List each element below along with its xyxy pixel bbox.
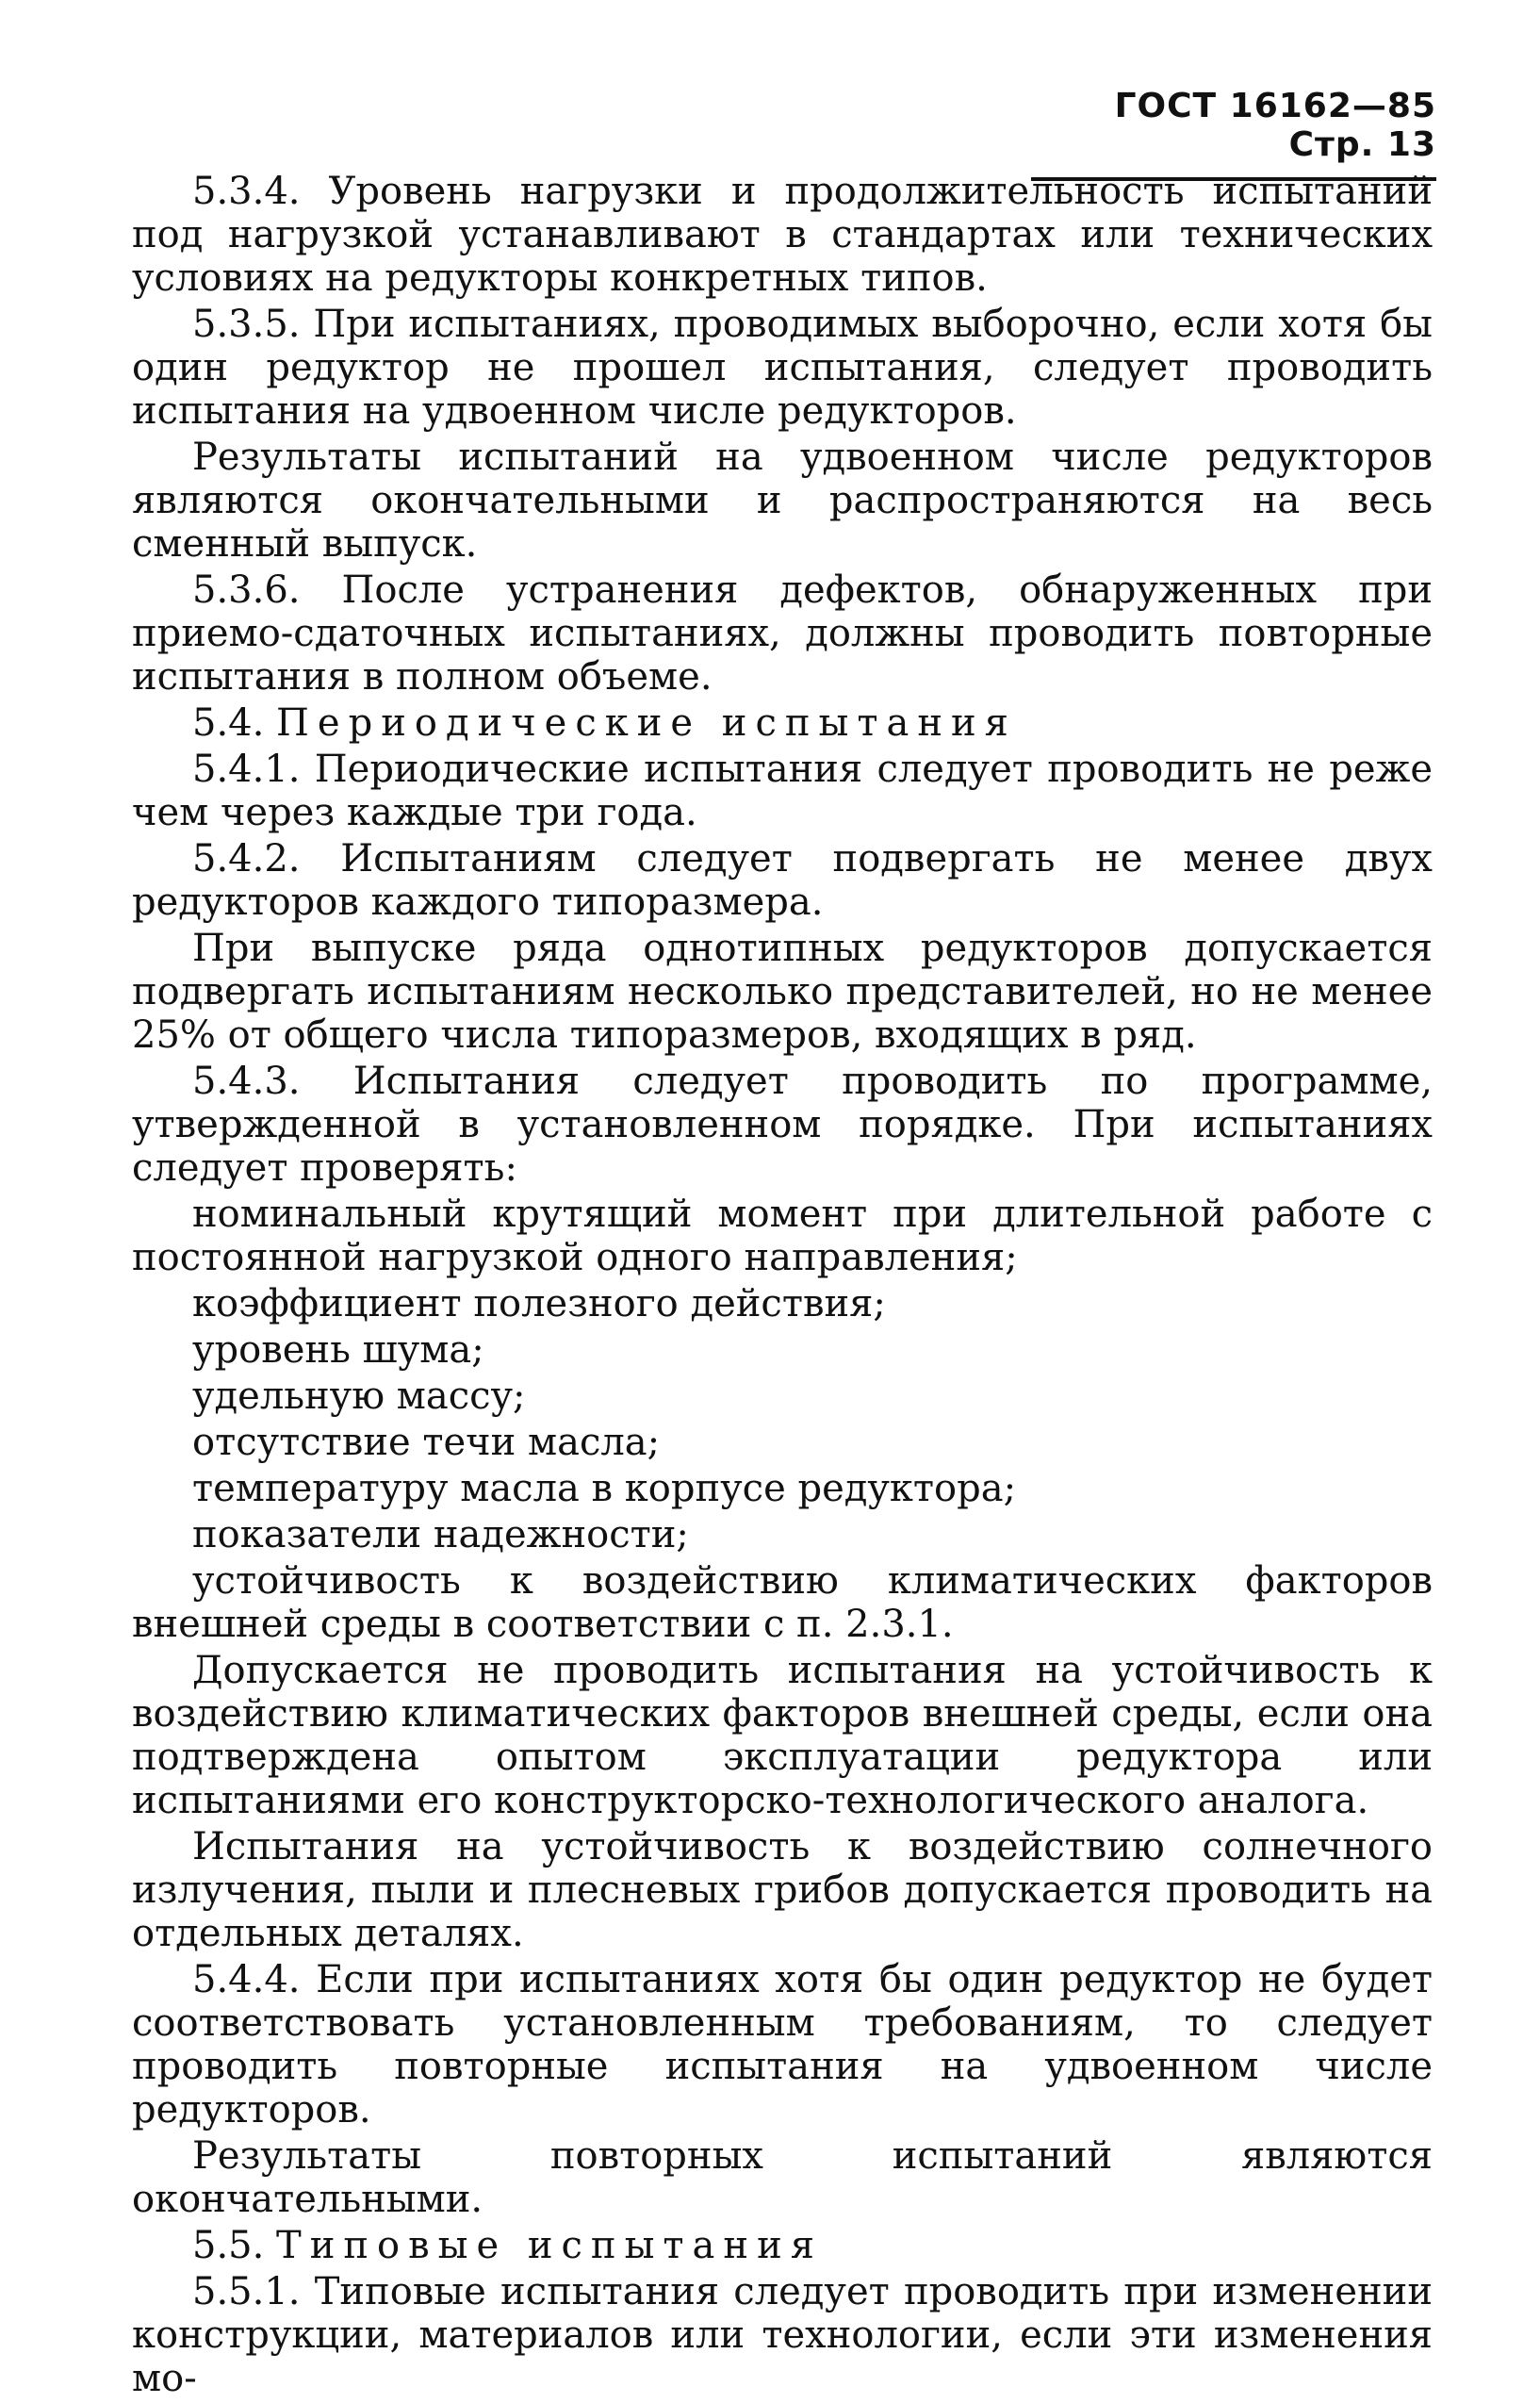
section-title-5-5: Типовые испытания — [276, 2224, 823, 2267]
section-number-5-4: 5.4. — [192, 701, 265, 745]
paragraph-5-4-3-solar: Испытания на устойчивость к воздействию солнечного излучения, пыли и плесневых грибов допускается проводить на отдельных деталях. — [132, 1825, 1433, 1955]
paragraph-5-4-4: 5.4.4. Если при испытаниях хотя бы один редуктор не будет соответствовать установленным требованиям, то следует проводить повторные испытания на удвоенном числе редукторов. — [132, 1958, 1433, 2131]
paragraph-5-3-4: 5.3.4. Уровень нагрузки и продолжительность испытаний под нагрузкой устанавливают в стандартах или технических условиях на редукторы конкретных типов. — [132, 170, 1433, 300]
list-item: уровень шума; — [192, 1328, 484, 1372]
list-item: номинальный крутящий момент при длительной работе с постоянной нагрузкой одного направления; — [132, 1193, 1433, 1279]
list-item: показатели надежности; — [192, 1513, 689, 1556]
paragraph-5-4-1: 5.4.1. Периодические испытания следует проводить не реже чем через каждые три года. — [132, 748, 1433, 834]
paragraph-5-3-5-results: Результаты испытаний на удвоенном числе редукторов являются окончательными и распространяются на весь сменный выпуск. — [132, 436, 1433, 566]
page-header: ГОСТ 16162—85 Стр. 13 — [1031, 87, 1436, 181]
section-number-5-5: 5.5. — [192, 2224, 265, 2267]
list-item: коэффициент полезного действия; — [192, 1282, 886, 1325]
list-item: устойчивость к воздействию климатических факторов внешней среды в соответствии с п. 2.3.1. — [132, 1559, 1433, 1646]
list-item: удельную массу; — [192, 1374, 526, 1418]
paragraph-5-5-1: 5.5.1. Типовые испытания следует проводить при изменении конструкции, материалов или технологии, если эти изменения мо- — [132, 2270, 1433, 2400]
paragraph-5-3-6: 5.3.6. После устранения дефектов, обнаруженных при приемо-сдаточных испытаниях, должны проводить повторные испытания в полном объеме. — [132, 568, 1433, 699]
list-item: отсутствие течи масла; — [192, 1421, 661, 1464]
paragraph-5-4-2: 5.4.2. Испытаниям следует подвергать не менее двух редукторов каждого типоразмера. — [132, 837, 1433, 924]
section-title-5-4: Периодические испытания — [276, 701, 1017, 745]
document-body — [132, 170, 1433, 2403]
paragraph-5-4-3-climate: Допускается не проводить испытания на устойчивость к воздействию климатических факторов внешней среды, если она подтверждена опытом эксплуатации редуктора или испытаниями его конструкторско-технологического аналога. — [132, 1649, 1433, 1822]
paragraph-5-3-5: 5.3.5. При испытаниях, проводимых выборочно, если хотя бы один редуктор не прошел испытания, следует проводить испытания на удвоенном числе редукторов. — [132, 303, 1433, 433]
paragraph-5-4-2-series: При выпуске ряда однотипных редукторов допускается подвергать испытаниям несколько представителей, но не менее 25% от общего числа типоразмеров, входящих в ряд. — [132, 927, 1433, 1057]
section-heading-5-5 — [132, 2224, 1433, 2267]
paragraph-5-4-3: 5.4.3. Испытания следует проводить по программе, утвержденной в установленном порядке. При испытаниях следует проверять: — [132, 1060, 1433, 1190]
list-item: температуру масла в корпусе редуктора; — [192, 1467, 1017, 1510]
section-heading-5-4 — [132, 701, 1433, 745]
paragraph-5-4-4-results: Результаты повторных испытаний являются окончательными. — [132, 2134, 1433, 2221]
